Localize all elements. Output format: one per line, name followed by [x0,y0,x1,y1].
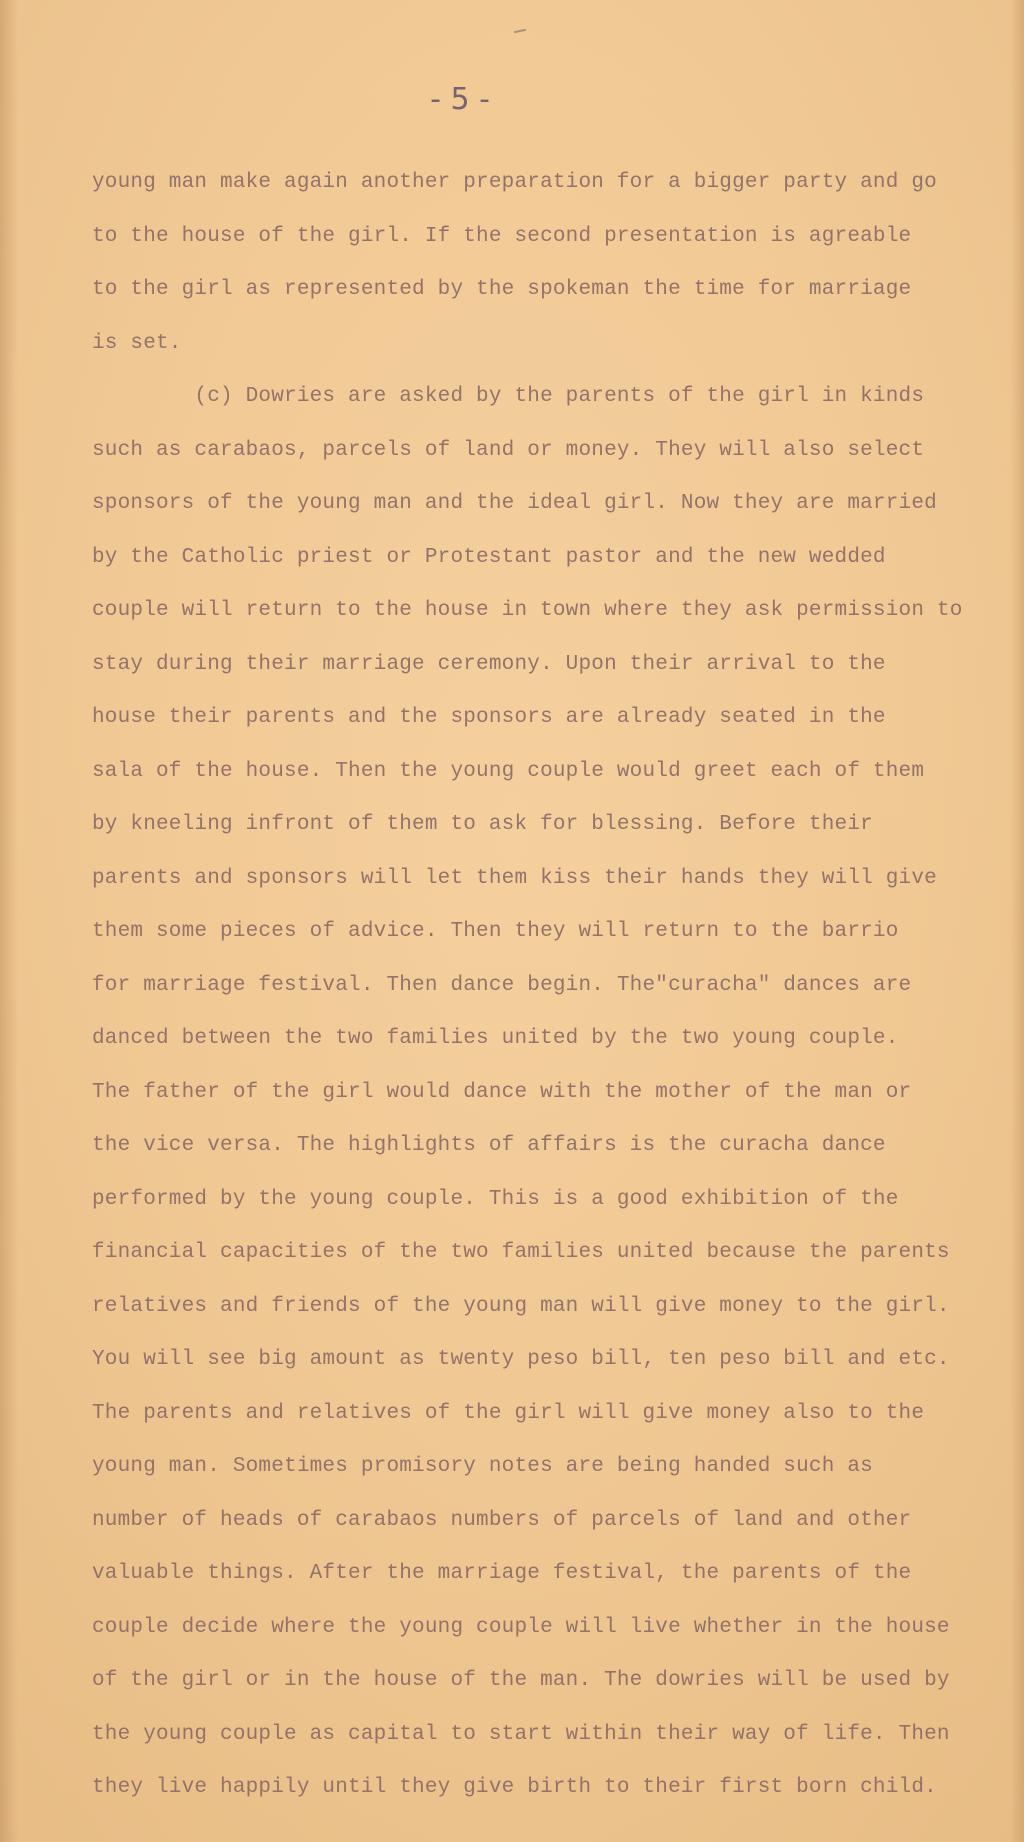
text-line: relatives and friends of the young man will give money to the girl. [92,1294,950,1318]
text-line: of the girl or in the house of the man. The dowries will be used by [92,1669,950,1692]
text-line: is set. [92,331,182,355]
text-line: danced between the two families united by the two young couple. [92,1027,899,1050]
paper-edge-right [1010,0,1024,1842]
text-line: house their parents and the sponsors are already seated in the [92,706,886,729]
text-line: such as carabaos, parcels of land or money. They will also select [92,438,925,462]
text-line: sponsors of the young man and the ideal girl. Now they are married [92,492,937,515]
page-number: - 5 - [430,82,490,117]
text-line: them some pieces of advice. Then they will return to the barrio [92,920,899,943]
typed-body-text [92,156,963,1815]
text-line: by kneeling infront of them to ask for blessing. Before their [92,813,873,836]
text-line: young man. Sometimes promisory notes are being handed such as [92,1455,873,1478]
text-line: sala of the house. Then the young couple would greet each of them [92,759,925,783]
text-line: valuable things. After the marriage festival, the parents of the [92,1562,912,1585]
text-line: for marriage festival. Then dance begin. The"curacha" dances are [92,973,912,997]
text-line: to the house of the girl. If the second presentation is agreable [92,224,912,248]
pencil-mark [514,29,526,33]
text-line: The father of the girl would dance with the mother of the man or [92,1080,912,1104]
paper-edge-left [0,0,18,1842]
text-line: (c) Dowries are asked by the parents of the girl in kinds [92,385,925,408]
text-line: The parents and relatives of the girl will give money also to the [92,1401,925,1425]
text-line: You will see big amount as twenty peso bill, ten peso bill and etc. [92,1348,950,1371]
text-line: they live happily until they give birth to their first born child. [92,1776,937,1799]
text-line: number of heads of carabaos numbers of parcels of land and other [92,1508,912,1532]
text-line: stay during their marriage ceremony. Upon their arrival to the [92,652,886,676]
text-line: parents and sponsors will let them kiss their hands they will give [92,866,937,890]
text-line: the young couple as capital to start within their way of life. Then [92,1722,950,1746]
text-line: the vice versa. The highlights of affairs is the curacha dance [92,1134,886,1157]
text-line: young man make again another preparation for a bigger party and go [92,171,937,194]
text-line: couple decide where the young couple will live whether in the house [92,1615,950,1639]
text-line: financial capacities of the two families united because the parents [92,1241,950,1264]
text-line: couple will return to the house in town where they ask permission to [92,599,963,622]
text-line: by the Catholic priest or Protestant pastor and the new wedded [92,545,886,569]
text-line: performed by the young couple. This is a good exhibition of the [92,1187,899,1211]
text-line: to the girl as represented by the spokeman the time for marriage [92,278,912,301]
